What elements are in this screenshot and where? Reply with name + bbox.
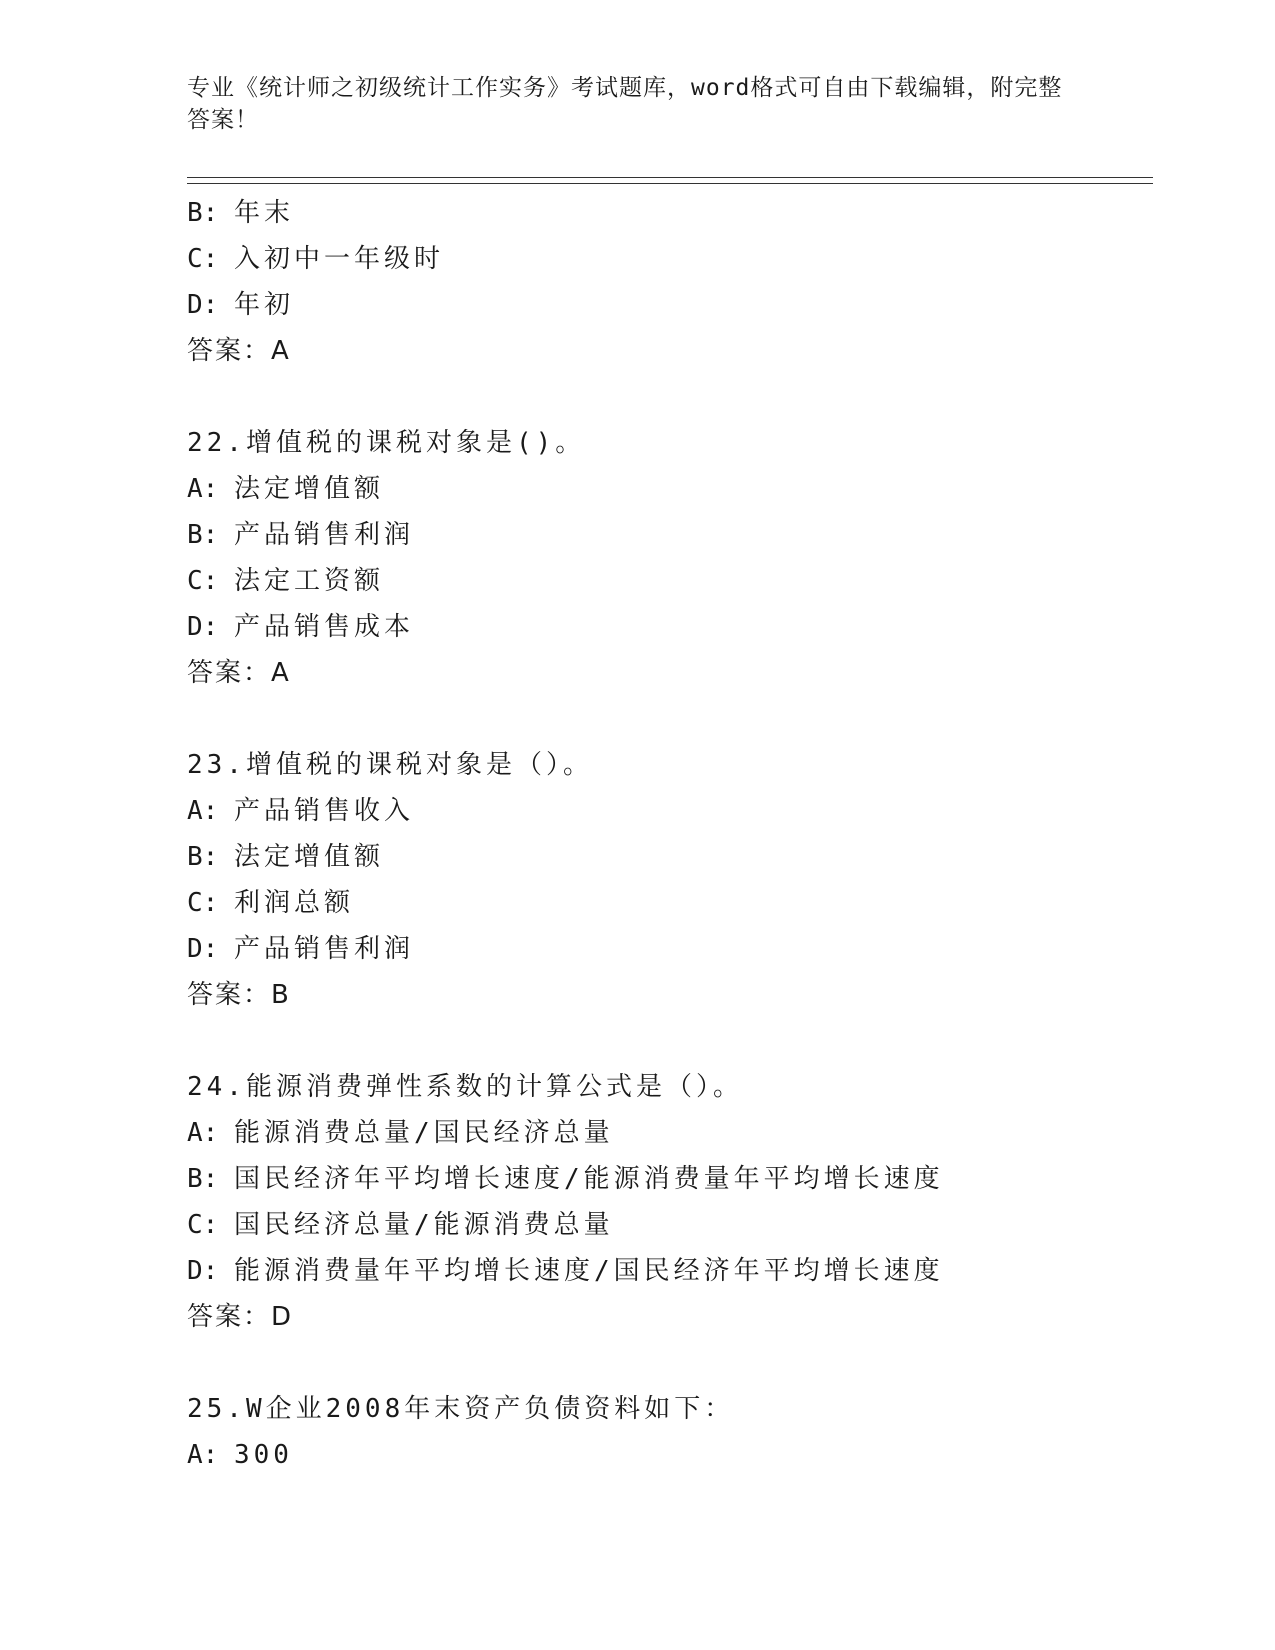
option-text: 国民经济总量/能源消费总量 [233,1210,614,1240]
option-text: 法定工资额 [233,566,384,596]
question-stem [187,1386,1153,1432]
answer-label: 答案： [187,1302,272,1332]
question-stem [187,420,1153,466]
question-text: 能源消费弹性系数的计算公式是（）。 [245,1072,743,1102]
question-block [187,420,1153,696]
header-rule-top [187,177,1153,178]
option-a [187,788,1153,834]
question-block [187,742,1153,1018]
option-text: 法定增值额 [233,842,384,872]
option-c [187,880,1153,926]
option-a [187,466,1153,512]
question-text: 增值税的课税对象是()。 [245,428,586,458]
option-text: 国民经济年平均增长速度/能源消费量年平均增长速度 [233,1164,944,1194]
question-continued [187,190,1153,374]
option-letter: C: [187,1210,234,1240]
option-letter: A: [187,474,234,504]
question-block [187,1064,1153,1340]
option-a [187,1110,1153,1156]
option-b [187,512,1153,558]
option-letter: C: [187,566,234,596]
option-b [187,1156,1153,1202]
question-number: 22. [187,428,246,458]
question-text: W企业2008年末资产负债资料如下： [245,1394,735,1424]
option-a [187,1432,1153,1478]
option-text: 入初中一年级时 [233,244,444,274]
option-d [187,1248,1153,1294]
question-stem [187,1064,1153,1110]
answer-line [187,328,1153,374]
answer-line [187,650,1153,696]
option-letter: B: [187,198,234,228]
option-d [187,282,1153,328]
option-c [187,236,1153,282]
document-header [187,72,1077,136]
option-d [187,604,1153,650]
answer-value: A [271,336,291,366]
option-d [187,926,1153,972]
option-text: 产品销售成本 [233,612,414,642]
question-number: 24. [187,1072,246,1102]
option-letter: D: [187,290,234,320]
option-letter: D: [187,612,234,642]
option-letter: C: [187,244,234,274]
question-spacer [187,696,1153,742]
answer-label: 答案： [187,336,272,366]
header-rule-bottom [187,183,1153,184]
answer-value: D [271,1302,294,1332]
question-spacer [187,1340,1153,1386]
question-number: 23. [187,750,246,780]
option-letter: B: [187,842,234,872]
option-text: 产品销售利润 [233,934,414,964]
option-letter: A: [187,796,234,826]
option-letter: B: [187,520,234,550]
question-text: 增值税的课税对象是（）。 [245,750,593,780]
question-stem [187,742,1153,788]
option-letter: D: [187,1256,234,1286]
option-text: 产品销售收入 [233,796,414,826]
option-letter: D: [187,934,234,964]
option-text: 利润总额 [233,888,354,918]
header-text: 专业《统计师之初级统计工作实务》考试题库，word格式可自由下载编辑，附完整答案！ [187,75,1063,133]
option-text: 300 [233,1440,293,1470]
option-b [187,190,1153,236]
option-letter: B: [187,1164,234,1194]
question-spacer [187,1018,1153,1064]
option-text: 法定增值额 [233,474,384,504]
option-c [187,1202,1153,1248]
option-text: 年初 [233,290,294,320]
answer-label: 答案： [187,658,272,688]
option-text: 能源消费量年平均增长速度/国民经济年平均增长速度 [233,1256,944,1286]
option-text: 产品销售利润 [233,520,414,550]
option-letter: C: [187,888,234,918]
question-list [187,190,1153,1478]
answer-value: B [271,980,291,1010]
option-text: 年末 [233,198,294,228]
answer-label: 答案： [187,980,272,1010]
question-block [187,1386,1153,1478]
answer-line [187,972,1153,1018]
option-letter: A: [187,1118,234,1148]
answer-line [187,1294,1153,1340]
option-b [187,834,1153,880]
answer-value: A [271,658,291,688]
option-c [187,558,1153,604]
question-spacer [187,374,1153,420]
option-text: 能源消费总量/国民经济总量 [233,1118,614,1148]
question-number: 25. [187,1394,246,1424]
option-letter: A: [187,1440,234,1470]
